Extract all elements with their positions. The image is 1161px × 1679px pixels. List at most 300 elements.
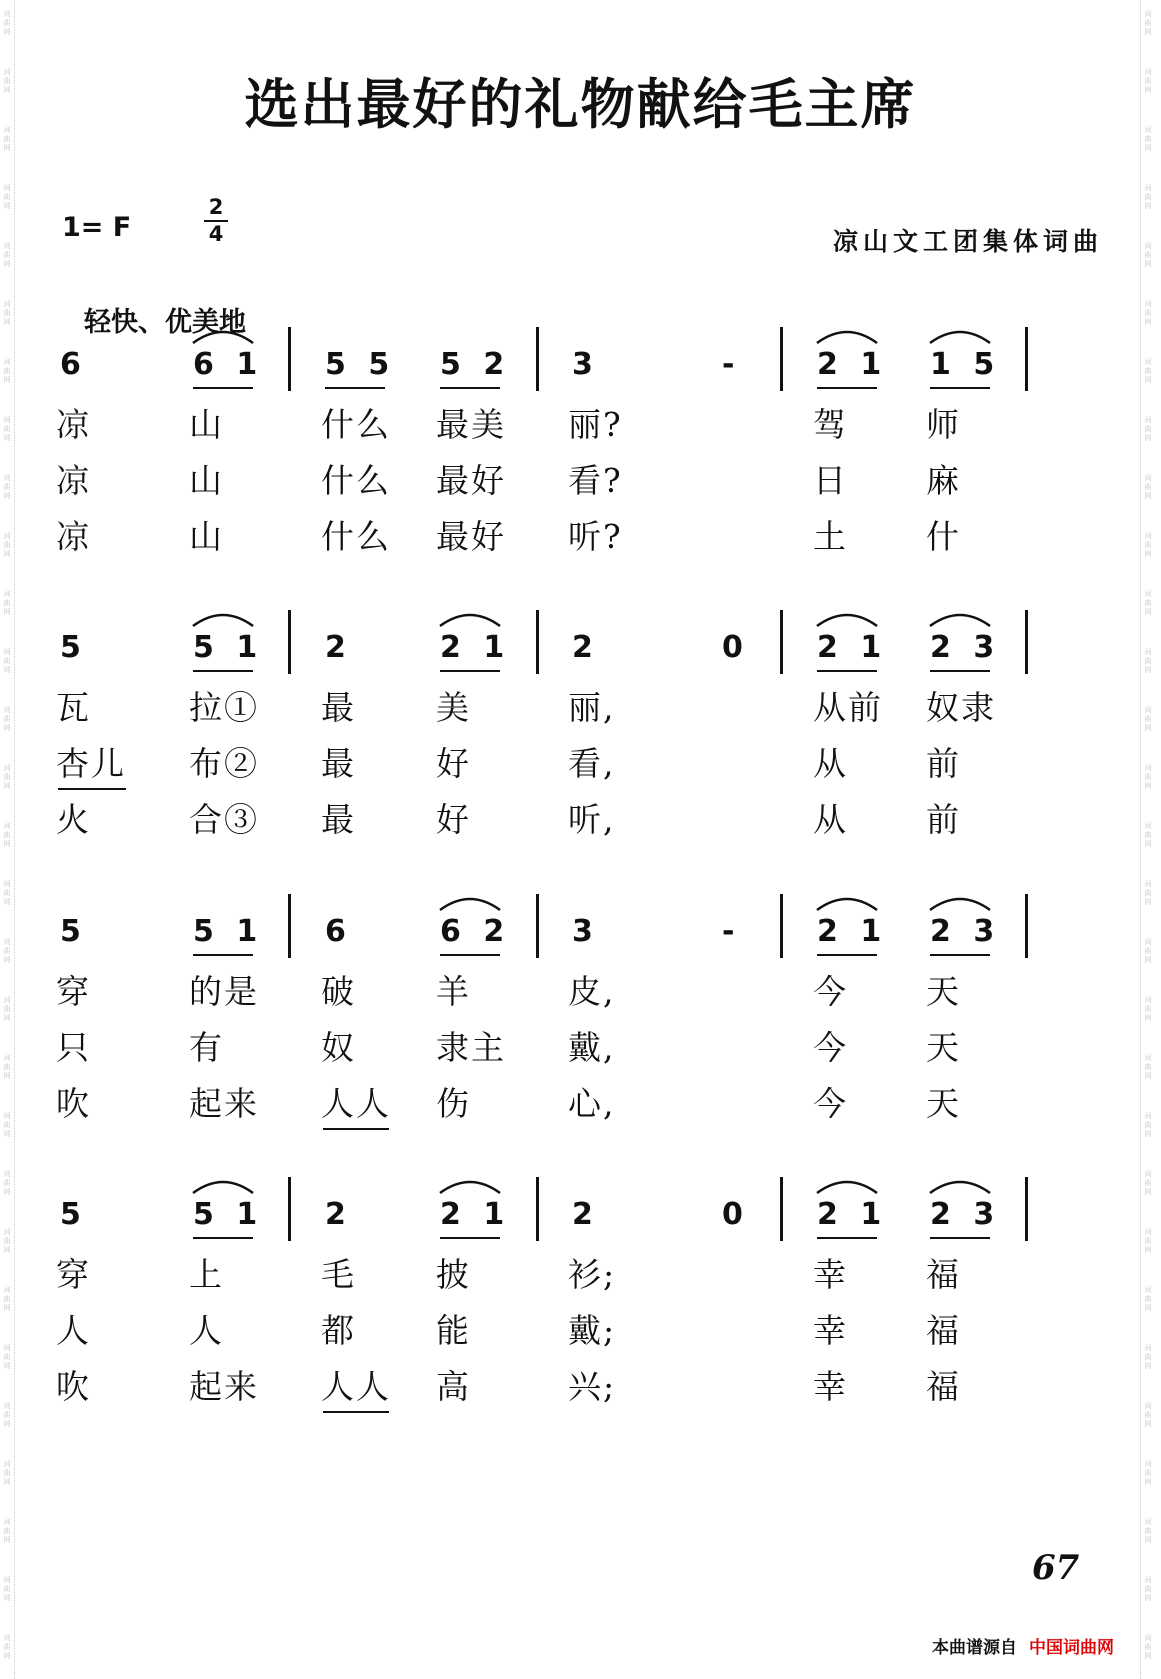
watermark-glyph: 网 [3,1420,11,1428]
eighth-underline [193,387,253,389]
watermark-glyph: 词 [3,1170,11,1178]
lyric-word: 山 [189,461,224,500]
watermark-glyph: 曲 [3,309,11,317]
watermark-glyph: 词 [1144,416,1152,424]
lyric-word: 瓦 [56,688,91,727]
tempo-marking: 轻快、优美地 [84,307,246,338]
watermark-glyph: 网 [1144,1362,1152,1370]
watermark-glyph: 词 [1144,126,1152,134]
bar-line [780,327,783,391]
slur [927,608,993,628]
watermark-glyph: 网 [3,202,11,210]
watermark-glyph: 曲 [1144,1121,1152,1129]
eighth-underline [817,1237,877,1239]
watermark-glyph: 曲 [3,1121,11,1129]
lyric-word: 今 [813,1028,848,1067]
lyric-word: 上 [189,1255,224,1294]
watermark-glyph: 网 [1144,608,1152,616]
watermark-glyph: 网 [1144,1072,1152,1080]
source-label: 本曲谱源自 [932,1638,1017,1658]
watermark-glyph: 曲 [3,425,11,433]
watermark-glyph: 曲 [3,77,11,85]
watermark-glyph: 词 [3,1402,11,1410]
time-signature [204,196,228,246]
watermark-glyph: 词 [1144,706,1152,714]
watermark-glyph: 网 [1144,318,1152,326]
lyric-word: 披 [436,1255,471,1294]
watermark-glyph: 网 [3,1072,11,1080]
watermark-glyph: 曲 [1144,251,1152,259]
watermark-glyph: 词 [1144,474,1152,482]
eighth-underline [193,954,253,956]
lyric-word: 衫; [568,1255,617,1294]
lyric-word: 听? [568,517,623,556]
watermark-glyph: 曲 [3,889,11,897]
lyric-word: 奴 [321,1028,356,1067]
eighth-underline [193,670,253,672]
watermark-glyph: 曲 [3,1527,11,1535]
watermark-glyph: 词 [1144,880,1152,888]
watermark-glyph: 词 [3,300,11,308]
lyric-word: 人 [189,1311,224,1350]
lyric-word: 人人 [321,1084,391,1123]
watermark-glyph: 词 [1144,532,1152,540]
lyric-word: 吹 [56,1367,91,1406]
lyric-word: 前 [926,744,961,783]
watermark-glyph: 词 [3,880,11,888]
watermark-glyph: 网 [1144,1420,1152,1428]
watermark-glyph: 网 [1144,1246,1152,1254]
watermark-glyph: 网 [1144,782,1152,790]
lyric-word: 凉 [56,405,91,444]
watermark-glyph: 网 [1144,1652,1152,1660]
watermark-glyph: 网 [3,1304,11,1312]
watermark-glyph: 曲 [1144,831,1152,839]
watermark-glyph: 词 [3,590,11,598]
note-group: 2 [325,1197,352,1232]
note-group: 2 1 [817,1197,888,1232]
watermark-glyph: 曲 [1144,1005,1152,1013]
song-title: 选出最好的礼物献给毛主席 [244,72,917,136]
lyric-word: 幸 [813,1367,848,1406]
watermark-glyph: 曲 [3,657,11,665]
lyric-word: 隶主 [436,1028,506,1067]
bar-line [1025,894,1028,958]
note-group: 2 3 [930,630,1001,665]
watermark-glyph: 词 [3,648,11,656]
lyric-word: 凉 [56,517,91,556]
watermark-glyph: 词 [1144,358,1152,366]
note-group: 2 1 [817,914,888,949]
lyric-word: 什 [926,517,961,556]
watermark-glyph: 网 [1144,86,1152,94]
watermark-glyph: 词 [3,126,11,134]
watermark-glyph: 网 [3,1652,11,1660]
slur-path [817,899,877,910]
lyric-word: 毛 [321,1255,356,1294]
lyric-word: 今 [813,1084,848,1123]
watermark-glyph: 词 [1144,1460,1152,1468]
watermark-glyph: 网 [3,434,11,442]
eighth-underline [440,387,500,389]
watermark-glyph: 词 [3,764,11,772]
watermark-glyph: 网 [3,1536,11,1544]
watermark-glyph: 词 [3,474,11,482]
lyric-word: 今 [813,972,848,1011]
note-group: 2 1 [440,1197,511,1232]
lyric-word: 从 [813,800,848,839]
note-group: 2 3 [930,914,1001,949]
slur-path [440,899,500,910]
watermark-glyph: 曲 [3,1585,11,1593]
watermark-glyph: 词 [3,1286,11,1294]
lyric-word: 心, [568,1084,616,1123]
lyric-word: 看, [568,744,616,783]
watermark-glyph: 网 [3,956,11,964]
watermark-glyph: 网 [1144,1304,1152,1312]
lyric-word: 丽? [568,405,623,444]
watermark-glyph: 网 [3,1014,11,1022]
note-group: 6 [60,347,87,382]
watermark-glyph: 网 [1144,144,1152,152]
watermark-glyph: 网 [1144,1014,1152,1022]
watermark-glyph: 网 [1144,434,1152,442]
lyric-word: 只 [56,1028,91,1067]
note-group: - [722,914,741,949]
bar-line [1025,610,1028,674]
watermark-glyph: 网 [3,782,11,790]
note-group: 5 1 [193,914,264,949]
watermark-glyph: 网 [3,376,11,384]
watermark-glyph: 曲 [1144,483,1152,491]
bar-line [536,894,539,958]
slur-path [930,1182,990,1193]
lyric-underline [58,788,126,790]
slur [814,892,880,912]
note-group: 5 2 [440,347,511,382]
note-group: 2 [325,630,352,665]
watermark-glyph: 网 [3,1188,11,1196]
lyric-word: 丽, [568,688,616,727]
lyric-word: 福 [926,1367,961,1406]
watermark-glyph: 曲 [3,251,11,259]
eighth-underline [930,1237,990,1239]
lyric-word: 兴; [568,1367,617,1406]
bar-line [536,610,539,674]
watermark-glyph: 曲 [3,1063,11,1071]
lyric-word: 天 [926,972,961,1011]
watermark-glyph: 词 [3,1576,11,1584]
watermark-glyph: 曲 [3,1469,11,1477]
lyric-word: 福 [926,1255,961,1294]
slur [190,608,256,628]
note-group: 5 1 [193,1197,264,1232]
lyric-word: 都 [321,1311,356,1350]
lyric-word: 有 [189,1028,224,1067]
note-group: 2 [572,1197,599,1232]
eighth-underline [930,670,990,672]
slur-path [193,332,253,343]
watermark-glyph: 词 [1144,1170,1152,1178]
bar-line [780,610,783,674]
bar-line [536,1177,539,1241]
eighth-underline [440,1237,500,1239]
watermark-glyph: 曲 [1144,1469,1152,1477]
slur [814,608,880,628]
watermark-glyph: 词 [1144,10,1152,18]
note-group: 0 [722,1197,749,1232]
watermark-glyph: 词 [1144,1228,1152,1236]
watermark-glyph: 曲 [1144,193,1152,201]
watermark-glyph: 网 [1144,260,1152,268]
watermark-glyph: 网 [1144,28,1152,36]
slur-path [193,1182,253,1193]
watermark-glyph: 词 [1144,1634,1152,1642]
watermark-glyph: 词 [1144,648,1152,656]
watermark-glyph: 词 [1144,996,1152,1004]
watermark-glyph: 词 [1144,1518,1152,1526]
watermark-glyph: 曲 [3,1643,11,1651]
watermark-glyph: 词 [3,1228,11,1236]
watermark-glyph: 网 [3,318,11,326]
lyric-word: 最好 [436,461,506,500]
watermark-glyph: 曲 [3,193,11,201]
slur-path [440,1182,500,1193]
lyric-word: 吹 [56,1084,91,1123]
watermark-glyph: 词 [1144,68,1152,76]
music-system [0,1185,1161,1485]
watermark-glyph: 曲 [1144,947,1152,955]
lyric-word: 从前 [813,688,883,727]
bar-line [288,1177,291,1241]
lyric-word: 布② [189,744,259,783]
watermark-glyph: 曲 [3,1005,11,1013]
watermark-glyph: 网 [1144,956,1152,964]
watermark-glyph: 曲 [1144,1063,1152,1071]
bar-line [288,610,291,674]
watermark-glyph: 曲 [3,599,11,607]
eighth-underline [817,954,877,956]
lyric-word: 最 [321,744,356,783]
eighth-underline [817,670,877,672]
key-signature: 1= F [62,212,132,243]
slur [190,325,256,345]
watermark-glyph: 曲 [3,715,11,723]
watermark-glyph: 曲 [1144,1295,1152,1303]
watermark-glyph: 词 [3,1634,11,1642]
watermark-glyph: 曲 [1144,541,1152,549]
slur-path [440,615,500,626]
lyric-word: 合③ [189,800,259,839]
watermark-glyph: 曲 [1144,889,1152,897]
lyric-word: 幸 [813,1255,848,1294]
watermark-glyph: 网 [3,666,11,674]
slur [927,892,993,912]
eighth-underline [440,954,500,956]
watermark-glyph: 网 [1144,492,1152,500]
watermark-glyph: 网 [3,724,11,732]
eighth-underline [930,954,990,956]
watermark-glyph: 网 [1144,840,1152,848]
lyric-word: 土 [813,517,848,556]
lyric-word: 驾 [813,405,848,444]
source-site: 中国词曲网 [1029,1638,1114,1658]
watermark-glyph: 曲 [1144,367,1152,375]
slur [437,608,503,628]
eighth-underline [193,1237,253,1239]
watermark-glyph: 网 [1144,1188,1152,1196]
watermark-glyph: 曲 [1144,1643,1152,1651]
composer-credit: 凉山文工团集体词曲 [832,227,1103,256]
watermark-glyph: 词 [1144,764,1152,772]
lyric-word: 天 [926,1084,961,1123]
watermark-glyph: 词 [3,10,11,18]
slur-path [817,1182,877,1193]
lyric-word: 山 [189,405,224,444]
lyric-underline [323,1411,389,1413]
watermark-glyph: 曲 [1144,77,1152,85]
watermark-glyph: 词 [3,416,11,424]
slur-path [193,615,253,626]
note-group: 1 5 [930,347,1001,382]
slur [190,1175,256,1195]
watermark-glyph: 词 [1144,590,1152,598]
lyric-word: 听, [568,800,616,839]
lyric-word: 拉① [189,688,259,727]
watermark-glyph: 词 [3,1460,11,1468]
bar-line [780,1177,783,1241]
watermark-glyph: 曲 [3,1353,11,1361]
note-group: 5 [60,1197,87,1232]
watermark-glyph: 曲 [3,947,11,955]
page-number: 67 [1032,1548,1080,1588]
watermark-glyph: 网 [3,1594,11,1602]
lyric-word: 起来 [189,1084,259,1123]
lyric-word: 福 [926,1311,961,1350]
lyric-word: 幸 [813,1311,848,1350]
watermark-glyph: 曲 [1144,1411,1152,1419]
slur-path [817,615,877,626]
lyric-word: 日 [813,461,848,500]
watermark-glyph: 曲 [1144,657,1152,665]
lyric-underline [323,1128,389,1130]
note-group: 2 1 [817,630,888,665]
music-system [0,618,1161,918]
slur-path [930,899,990,910]
slur [437,892,503,912]
watermark-glyph: 词 [3,68,11,76]
watermark-glyph: 曲 [1144,425,1152,433]
lyric-word: 凉 [56,461,91,500]
eighth-underline [440,670,500,672]
watermark-glyph: 网 [1144,202,1152,210]
lyric-word: 伤 [436,1084,471,1123]
watermark-glyph: 词 [3,996,11,1004]
lyric-word: 最好 [436,517,506,556]
watermark-glyph: 网 [3,1130,11,1138]
watermark-glyph: 曲 [3,831,11,839]
lyric-word: 起来 [189,1367,259,1406]
watermark-glyph: 词 [1144,1286,1152,1294]
watermark-glyph: 曲 [3,1295,11,1303]
lyric-word: 最 [321,688,356,727]
watermark-glyph: 曲 [1144,1585,1152,1593]
watermark-glyph: 词 [3,184,11,192]
note-group: 5 1 [193,630,264,665]
eighth-underline [817,387,877,389]
watermark-glyph: 曲 [3,541,11,549]
slur [437,1175,503,1195]
watermark-glyph: 曲 [1144,599,1152,607]
lyric-word: 天 [926,1028,961,1067]
note-group: 6 2 [440,914,511,949]
watermark-glyph: 词 [3,532,11,540]
watermark-glyph: 网 [1144,1478,1152,1486]
watermark-glyph: 网 [1144,550,1152,558]
lyric-word: 什么 [321,517,391,556]
lyric-word: 人人 [321,1367,391,1406]
watermark-glyph: 曲 [1144,1353,1152,1361]
lyric-word: 最美 [436,405,506,444]
watermark-glyph: 词 [3,1054,11,1062]
slur [927,325,993,345]
slur-path [817,332,877,343]
watermark-glyph: 曲 [3,19,11,27]
watermark-glyph: 网 [1144,666,1152,674]
slur-path [930,615,990,626]
time-signature-top: 2 [208,195,224,219]
source-credit [932,1633,1114,1658]
watermark-glyph: 网 [3,840,11,848]
watermark-glyph: 曲 [1144,1527,1152,1535]
watermark-glyph: 词 [1144,1402,1152,1410]
lyric-word: 杏儿 [56,744,126,783]
watermark-glyph: 网 [3,1246,11,1254]
watermark-glyph: 词 [1144,1576,1152,1584]
watermark-glyph: 词 [1144,1054,1152,1062]
watermark-glyph: 曲 [3,135,11,143]
music-system [0,335,1161,635]
lyric-word: 山 [189,517,224,556]
note-group: 2 1 [440,630,511,665]
music-system [0,902,1161,1202]
watermark-glyph: 网 [3,898,11,906]
slur [814,1175,880,1195]
lyric-word: 师 [926,405,961,444]
watermark-glyph: 词 [1144,822,1152,830]
watermark-glyph: 曲 [3,1237,11,1245]
watermark-glyph: 词 [1144,1112,1152,1120]
watermark-glyph: 词 [1144,242,1152,250]
lyric-word: 从 [813,744,848,783]
watermark-glyph: 词 [3,938,11,946]
watermark-glyph: 网 [3,608,11,616]
note-group: 2 3 [930,1197,1001,1232]
lyric-word: 好 [436,744,471,783]
eighth-underline [930,387,990,389]
lyric-word: 奴隶 [926,688,996,727]
watermark-glyph: 网 [3,1362,11,1370]
watermark-glyph: 词 [3,242,11,250]
lyric-word: 穿 [56,972,91,1011]
watermark-glyph: 曲 [3,483,11,491]
watermark-glyph: 曲 [3,1411,11,1419]
watermark-glyph: 曲 [3,773,11,781]
lyric-word: 戴, [568,1028,616,1067]
lyric-word: 什么 [321,461,391,500]
watermark-glyph: 网 [1144,376,1152,384]
note-group: - [722,347,741,382]
